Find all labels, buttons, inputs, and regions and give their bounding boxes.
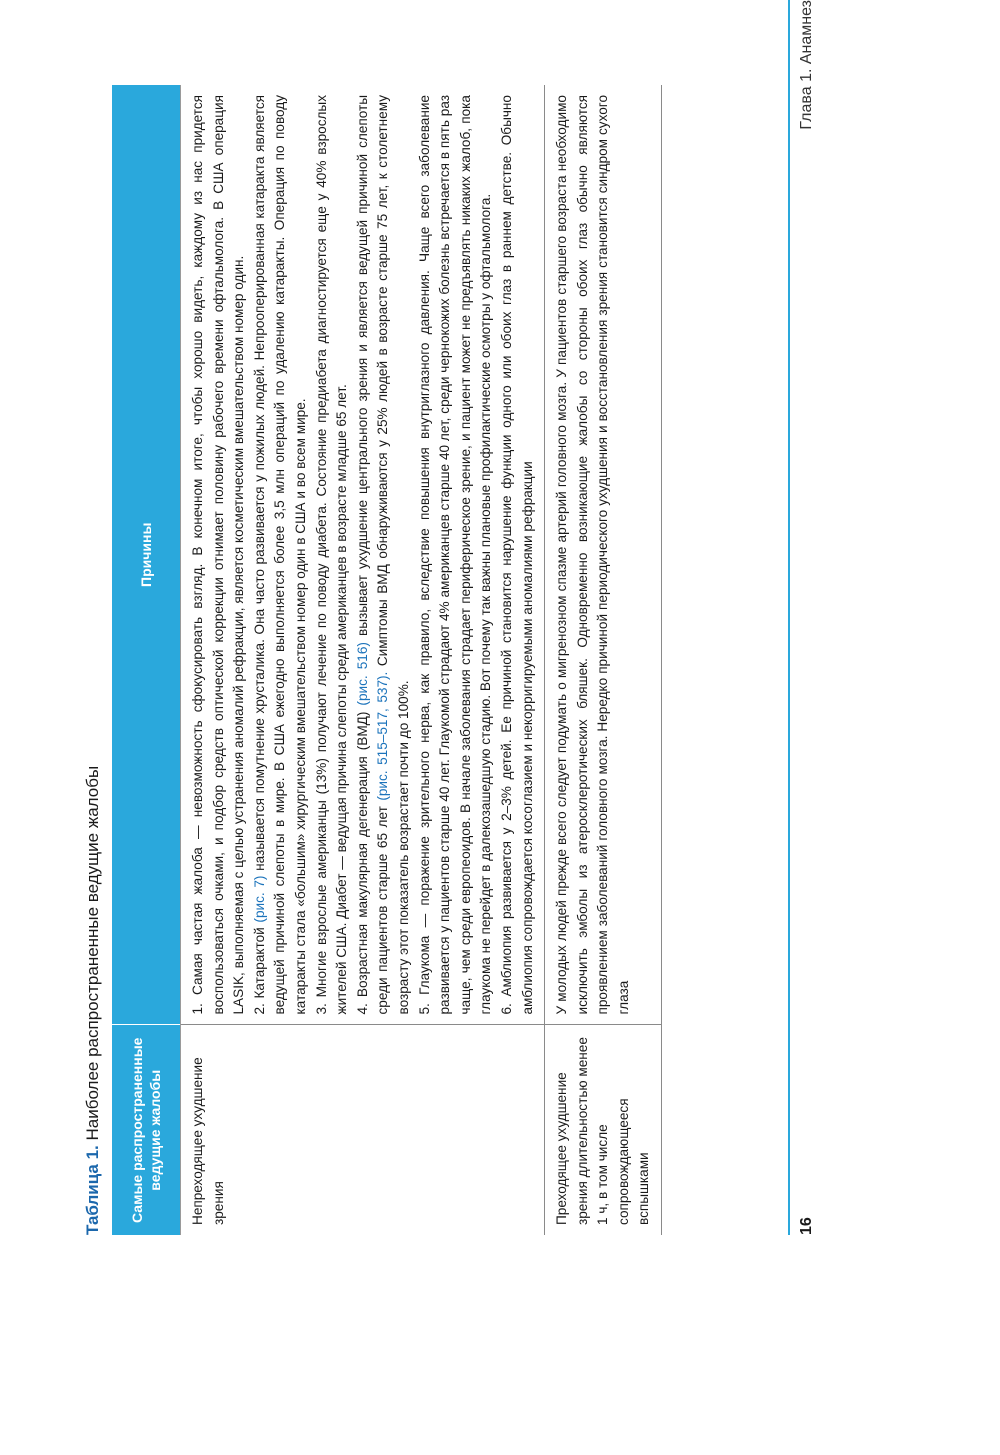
complaint-cell: Непреходящее ухудшение зрения <box>181 1025 545 1235</box>
table-caption <box>82 766 104 1235</box>
causes-cell: У молодых людей прежде всего следует подумать о мигренозном спазме артерий головного мозга. У пациентов старшего возраста необходимо исключить эмболы из атеросклеротических бляшек. Одновременно возникающие жалобы со стороны обоих глаз обычно являются проявлением заболеваний головного мозга. Нередко причиной периодического ухудшения и восстановления зрения становится синдром сухого глаза <box>545 85 662 1025</box>
cause-item: 3. Многие взрослые американцы (13%) получают лечение по поводу диабета. Состояние предиабета диагностируется еще у 40% взрослых жителей США. Диабет — ведущая причина слепоты среди американцев в возрасте младше 65 лет. <box>313 95 350 1015</box>
caption-title: Наиболее распространенные ведущие жалобы <box>83 765 102 1141</box>
running-head: Глава 1. Анамнез <box>798 0 815 130</box>
footer-rule <box>788 0 790 1235</box>
page-number: 16 <box>798 1217 815 1235</box>
figure-link[interactable]: (рис. 515–517, 537). <box>375 671 391 801</box>
cause-item: 1. Самая частая жалоба — невозможность сфокусировать взгляд. В конечном итоге, чтобы хорошо видеть, каждому из нас придется воспользоваться очками, и подбор средств оптической коррекции отнимает половину рабочего времени офтальмолога. В США операция LASIK, выполняемая с целью устранения аномалий рефракции, является косметическим вмешательством номер один. <box>190 95 247 1015</box>
table-row <box>181 85 545 1235</box>
cause-text: называется помутнение хрусталика. Она часто развивается у пожилых людей. Непрооперированная катаракта является ведущей причиной слепоты в мире. В США ежегодно выполняется более 3,5 млн операций по удалению катаракты. Операция по поводу катаракты стала «большим» хирургическим вмешательством номер один в США и во всем мире. <box>251 94 308 1015</box>
table-row <box>545 85 662 1235</box>
cause-text: 2. Катарактой <box>251 922 267 1015</box>
cause-text: Симптомы ВМД обнаруживаются у 25% людей в возрасте старше 75 лет, к столетнему возрасту этот показатель возрастает почти до 100%. <box>375 95 411 1015</box>
header-causes: Причины <box>112 85 181 1025</box>
figure-link[interactable]: (рис. 516) <box>354 642 370 706</box>
causes-cell <box>181 85 545 1025</box>
cause-text: вызывает ухудшение центрального зрения и является ведущей причиной слепоты среди пациентов старше 65 лет <box>354 95 391 1015</box>
cause-text: 4. Возрастная макулярная дегенерация (ВМД) <box>354 705 370 1015</box>
caption-label: Таблица 1. <box>83 1145 102 1235</box>
table-header-row <box>112 85 181 1235</box>
complaints-table <box>112 85 662 1235</box>
cause-item <box>353 95 415 1015</box>
cause-item: 5. Глаукома — поражение зрительного нерва, как правило, вследствие повышения внутриглазного давления. Чаще всего заболевание развивается у пациентов старше 40 лет. Глаукомой страдают 4% американцев старше 40 лет, среди чернокожих болезнь встречается в пять раз чаще, чем среди европеоидов. В начале заболевания страдает периферическое зрение, и пациент может не предъявлять никаких жалоб, пока глаукома не перейдет в далекозашедшую стадию. Вот почему так важны плановые профилактические осмотры у офтальмолога. <box>416 95 494 1015</box>
complaint-cell: Преходящее ухудшение зрения длительностью менее 1 ч, в том числе сопровождающееся вспышками <box>545 1025 662 1235</box>
figure-link[interactable]: (рис. 7) <box>251 875 267 923</box>
header-complaints: Самые распространенные ведущие жалобы <box>112 1025 181 1235</box>
cause-item <box>250 95 312 1015</box>
cause-item: 6. Амблиопия развивается у 2–3% детей. Ее причиной становится нарушение функции одного или обоих глаз в раннем детстве. Обычно амблиопия сопровождается косоглазием и некорригируемыми аномалиями рефракции <box>498 95 535 1015</box>
